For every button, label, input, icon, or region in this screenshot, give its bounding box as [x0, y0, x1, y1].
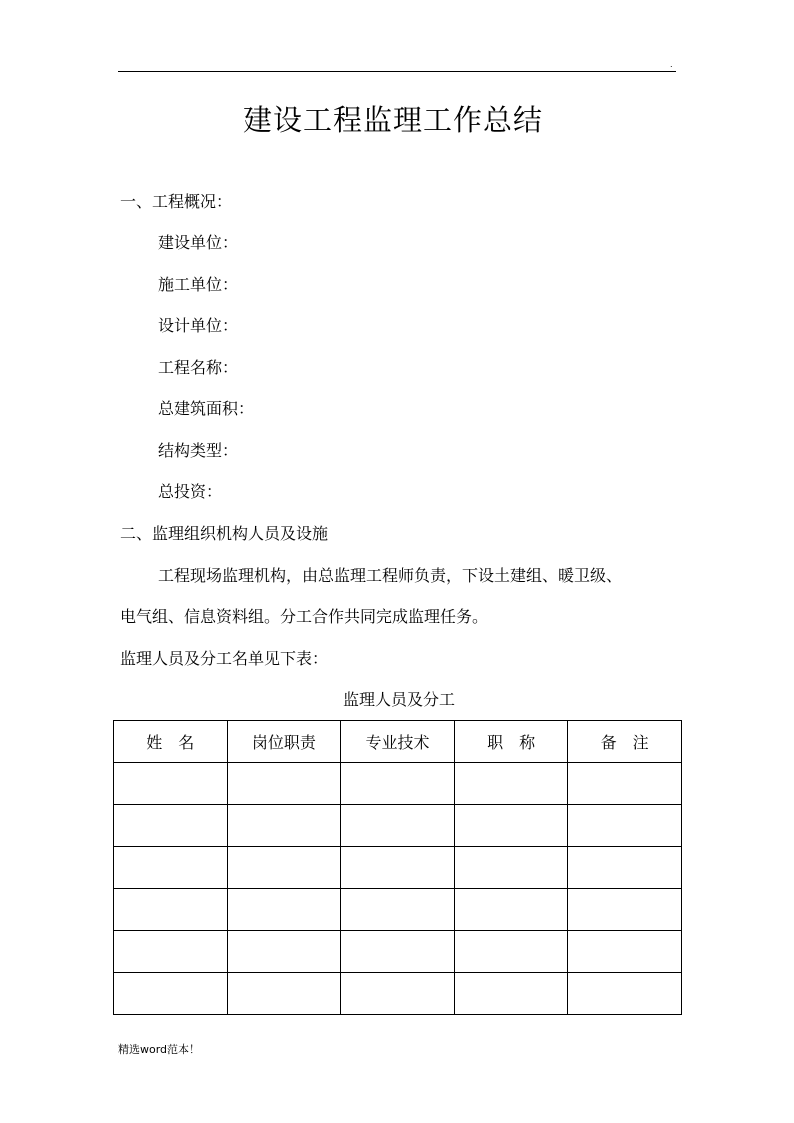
column-header-duty: 岗位职责 — [227, 721, 341, 763]
table-row — [114, 973, 682, 1015]
field-total-floor-area: 总建筑面积： — [158, 399, 255, 418]
table-cell — [114, 805, 228, 847]
table-cell — [341, 973, 455, 1015]
footer-note: 精选word范本！ — [118, 1043, 201, 1056]
field-design-unit: 设计单位： — [158, 316, 239, 335]
header-rule — [118, 71, 676, 72]
table-cell — [227, 889, 341, 931]
table-caption: 监理人员及分工 — [342, 690, 455, 709]
section1-heading: 一、工程概况： — [120, 192, 233, 211]
section2-paragraph-line1: 工程现场监理机构，由总监理工程师负责，下设土建组、暖卫级、 — [158, 566, 623, 585]
column-header-remarks: 备 注 — [568, 721, 682, 763]
table-cell — [227, 847, 341, 889]
table-cell — [341, 805, 455, 847]
field-construction-unit: 建设单位： — [158, 233, 239, 252]
table-cell — [454, 763, 568, 805]
table-row — [114, 931, 682, 973]
table-cell — [568, 763, 682, 805]
field-contractor-unit: 施工单位： — [158, 275, 239, 294]
table-row — [114, 889, 682, 931]
table-cell — [454, 847, 568, 889]
table-header-row — [114, 721, 682, 763]
column-header-specialty: 专业技术 — [341, 721, 455, 763]
table-cell — [341, 847, 455, 889]
staff-table — [113, 720, 682, 1015]
document-title: 建设工程监理工作总结 — [242, 103, 543, 137]
table-cell — [114, 931, 228, 973]
table-cell — [568, 805, 682, 847]
table-cell — [568, 847, 682, 889]
table-cell — [227, 805, 341, 847]
table-cell — [454, 805, 568, 847]
table-cell — [114, 973, 228, 1015]
table-cell — [114, 763, 228, 805]
column-header-title: 职 称 — [454, 721, 568, 763]
table-cell — [341, 931, 455, 973]
table-cell — [341, 763, 455, 805]
field-structure-type: 结构类型： — [158, 441, 239, 460]
table-cell — [227, 931, 341, 973]
field-total-investment: 总投资： — [158, 482, 223, 501]
field-project-name: 工程名称： — [158, 358, 239, 377]
section2-heading: 二、监理组织机构人员及设施 — [120, 524, 329, 543]
header-mark: . — [670, 60, 673, 69]
table-row — [114, 805, 682, 847]
table-cell — [568, 931, 682, 973]
table-cell — [341, 889, 455, 931]
table-cell — [568, 889, 682, 931]
table-cell — [114, 847, 228, 889]
table-cell — [454, 973, 568, 1015]
table-cell — [227, 973, 341, 1015]
table-cell — [454, 931, 568, 973]
table-row — [114, 847, 682, 889]
column-header-name: 姓 名 — [114, 721, 228, 763]
section2-paragraph-line2: 电气组、信息资料组。分工合作共同完成监理任务。 — [120, 607, 489, 626]
staff-list-intro: 监理人员及分工名单见下表： — [120, 649, 329, 668]
table-cell — [114, 889, 228, 931]
table-cell — [568, 973, 682, 1015]
table-cell — [454, 889, 568, 931]
table-row — [114, 763, 682, 805]
table-cell — [227, 763, 341, 805]
